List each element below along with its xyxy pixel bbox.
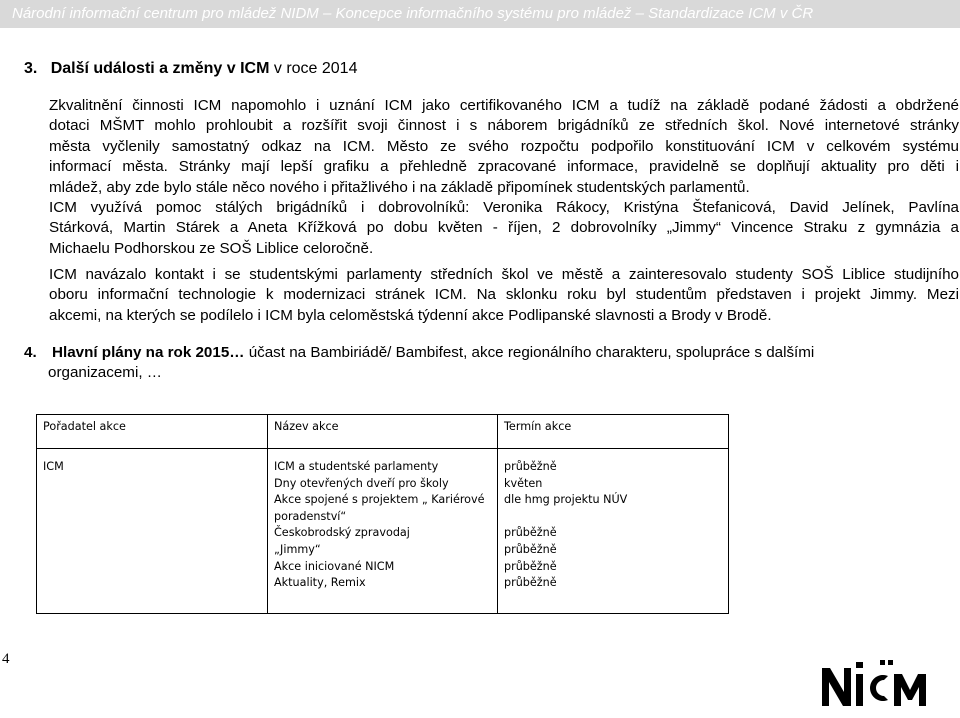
event-term: dle hmg projektu NÚV: [504, 493, 628, 507]
event-name: poradenství“: [274, 509, 347, 523]
running-header: Národní informační centrum pro mládež NIDM – Koncepce informačního systému pro mládež – Standardizace ICM v ČR: [0, 0, 960, 28]
paragraph-line: města vyčlenily samostatný odkaz na ICM. Město ze svého rozpočtu podpořilo konstituování ICM v celkovém systému: [49, 137, 959, 155]
event-name: Aktuality, Remix: [274, 576, 366, 590]
event-term: průběžně: [504, 460, 557, 473]
organizer-cell: [37, 449, 268, 614]
paragraph-line: Stárková, Martin Stárek a Aneta Křížková po dobu květen - říjen, 2 dobrovolníky „Jimmy“ Vincence Straku z gymnázia a: [49, 219, 959, 237]
event-names-cell: [268, 449, 498, 614]
paragraph-line: akcemi, na kterých se podílelo i ICM byla celoměstská týdenní akce Podlipanské slavnosti a Brody v Brodě.: [49, 306, 772, 324]
event-term: květen: [504, 476, 543, 490]
paragraph-line: Zkvalitnění činnosti ICM napomohlo i uznání ICM jako certifikovaného ICM a tudíž na základě podané žádosti a obdržené: [49, 97, 959, 114]
paragraph-line: Michaelu Podhorskou ze SOŠ Liblice celoročně.: [49, 239, 374, 257]
paragraph-line: oboru informační technologie k modernizaci stránek ICM. Na sklonku roku byl studentům představen i projekt Jimmy. Mezi: [49, 286, 959, 304]
section-4-heading: [24, 343, 814, 363]
section-3-number: 3.: [24, 60, 38, 77]
event-name: Akce spojené s projektem „ Kariérové: [274, 493, 485, 507]
event-name: Akce iniciované NICM: [274, 559, 395, 573]
column-header-event-term: Termín akce: [498, 415, 729, 449]
column-header-organizer: Pořadatel akce: [37, 415, 268, 449]
nicm-logo: [818, 656, 938, 710]
paragraph-line: informací města. Stránky mají lepší grafiku a přehledně zpracované informace, pravidelně se doplňují aktuality pro děti i: [49, 158, 959, 176]
paragraph-line: ICM využívá pomoc stálých brigádníků i dobrovolníků: Veronika Rákocy, Kristýna Štefanicová, David Jelínek, Pavlína: [49, 199, 959, 217]
event-name: „Jimmy“: [274, 542, 321, 556]
section-4: [24, 343, 814, 384]
organizer-name: ICM: [43, 460, 64, 473]
event-term: průběžně: [504, 542, 557, 556]
section-3-title-bold: Další události a změny v ICM: [50, 60, 270, 77]
event-name: ICM a studentské parlamenty: [274, 460, 439, 473]
table-row: [37, 449, 729, 614]
event-name: Dny otevřených dveří pro školy: [274, 476, 449, 490]
page-number: 4: [2, 651, 10, 667]
paragraph-line: dotaci MŠMT mohlo prohloubit a rozšířit svoji činnost i s náborem brigádníků ze středních škol. Nové internetové stránky: [49, 117, 959, 135]
event-name: Českobrodský zpravodaj: [274, 526, 410, 540]
section-4-continuation: organizacemi, …: [48, 364, 162, 382]
event-term: průběžně: [504, 559, 557, 573]
event-term: průběžně: [504, 576, 557, 590]
paragraph-line: ICM navázalo kontakt i se studentskými parlamenty středních škol ve městě a zainteresovalo studenty SOŠ Liblice studijního: [49, 266, 959, 283]
section-3-title-rest: v roce 2014: [269, 60, 358, 77]
section-4-number: 4.: [24, 344, 37, 361]
section-4-title-rest: účast na Bambiriádě/ Bambifest, akce regionálního charakteru, spolupráce s dalšími: [244, 344, 815, 361]
section-3-paragraph-2: [49, 265, 959, 326]
event-term-spacer: [504, 509, 722, 526]
section-4-title-bold: Hlavní plány na rok 2015…: [52, 344, 245, 361]
event-terms-cell: [498, 449, 729, 614]
paragraph-line: mládež, aby zde bylo stále něco nového i přitažlivého i na základě připomínek studentských parlamentů.: [49, 178, 750, 196]
table-header-row: [37, 415, 729, 449]
event-term: průběžně: [504, 526, 557, 540]
events-table: [36, 414, 729, 614]
section-3-heading: [24, 60, 357, 78]
section-3-paragraph-1: [49, 96, 959, 259]
column-header-event-name: Název akce: [268, 415, 498, 449]
